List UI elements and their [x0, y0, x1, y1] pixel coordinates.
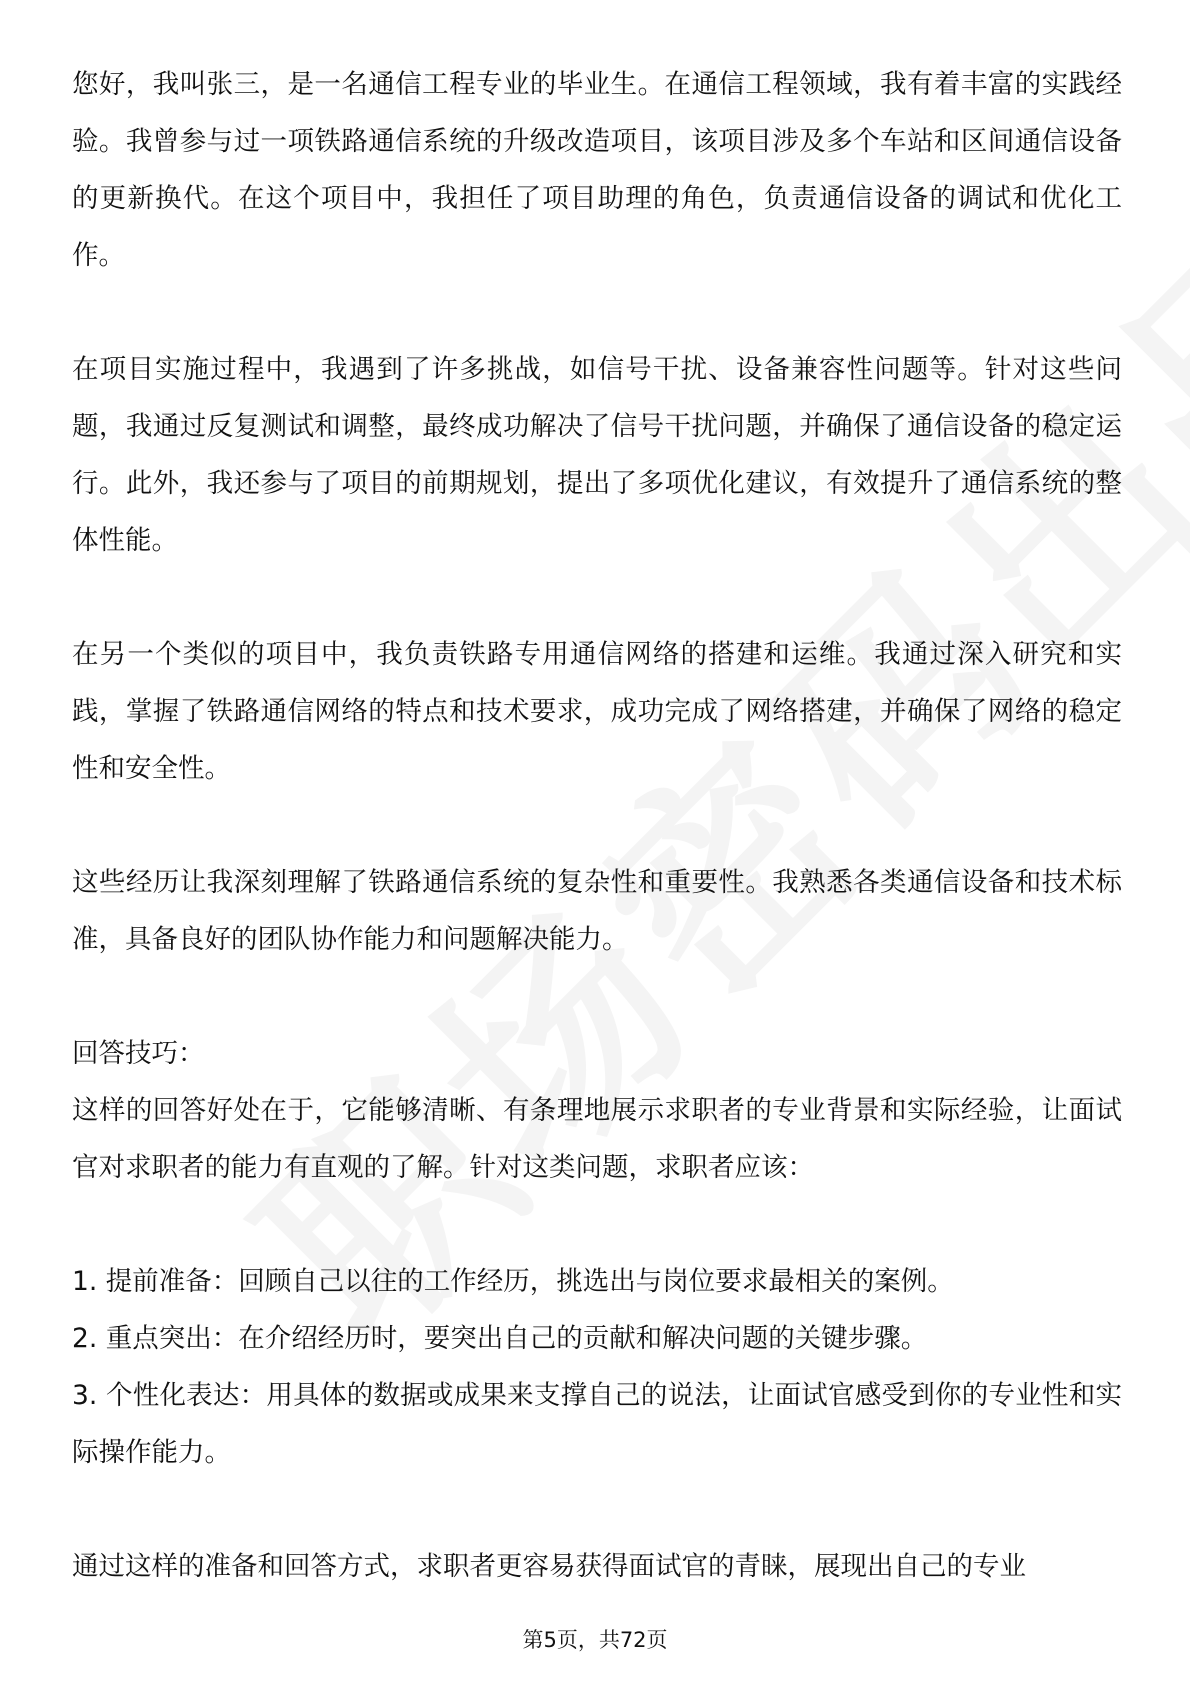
tip-item-3: 3. 个性化表达：用具体的数据或成果来支撑自己的说法，让面试官感受到你的专业性和实际操作能力。 — [72, 1380, 1122, 1468]
paragraph-spacer — [72, 797, 1122, 854]
paragraph-spacer — [72, 1481, 1122, 1538]
answer-paragraph-3: 在另一个类似的项目中，我负责铁路专用通信网络的搭建和运维。我通过深入研究和实践，掌握了铁路通信网络的特点和技术要求，成功完成了网络搭建，并确保了网络的稳定性和安全性。 — [72, 639, 1122, 784]
answer-paragraph-2: 在项目实施过程中，我遇到了许多挑战，如信号干扰、设备兼容性问题等。针对这些问题，我通过反复测试和调整，最终成功解决了信号干扰问题，并确保了通信设备的稳定运行。此外，我还参与了项目的前期规划，提出了多项优化建议，有效提升了通信系统的整体性能。 — [72, 354, 1122, 556]
tip-item-2: 2. 重点突出：在介绍经历时，要突出自己的贡献和解决问题的关键步骤。 — [72, 1323, 928, 1354]
closing-paragraph: 通过这样的准备和回答方式，求职者更容易获得面试官的青睐，展现出自己的专业 — [72, 1551, 1026, 1582]
tips-heading: 回答技巧： — [72, 1038, 205, 1069]
answer-paragraph-1: 您好，我叫张三，是一名通信工程专业的毕业生。在通信工程领域，我有着丰富的实践经验。我曾参与过一项铁路通信系统的升级改造项目，该项目涉及多个车站和区间通信设备的更新换代。在这个项目中，我担任了项目助理的角色，负责通信设备的调试和优化工作。 — [72, 69, 1122, 271]
tip-item-1: 1. 提前准备：回顾自己以往的工作经历，挑选出与岗位要求最相关的案例。 — [72, 1266, 954, 1297]
paragraph-spacer — [72, 1196, 1122, 1253]
answer-paragraph-4: 这些经历让我深刻理解了铁路通信系统的复杂性和重要性。我熟悉各类通信设备和技术标准，具备良好的团队协作能力和问题解决能力。 — [72, 867, 1122, 955]
paragraph-spacer — [72, 284, 1122, 341]
page-number: 第5页，共72页 — [522, 1628, 668, 1652]
document-body — [72, 56, 1122, 1595]
paragraph-spacer — [72, 569, 1122, 626]
tips-intro: 这样的回答好处在于，它能够清晰、有条理地展示求职者的专业背景和实际经验，让面试官对求职者的能力有直观的了解。针对这类问题，求职者应该： — [72, 1095, 1122, 1183]
paragraph-spacer — [72, 968, 1122, 1025]
